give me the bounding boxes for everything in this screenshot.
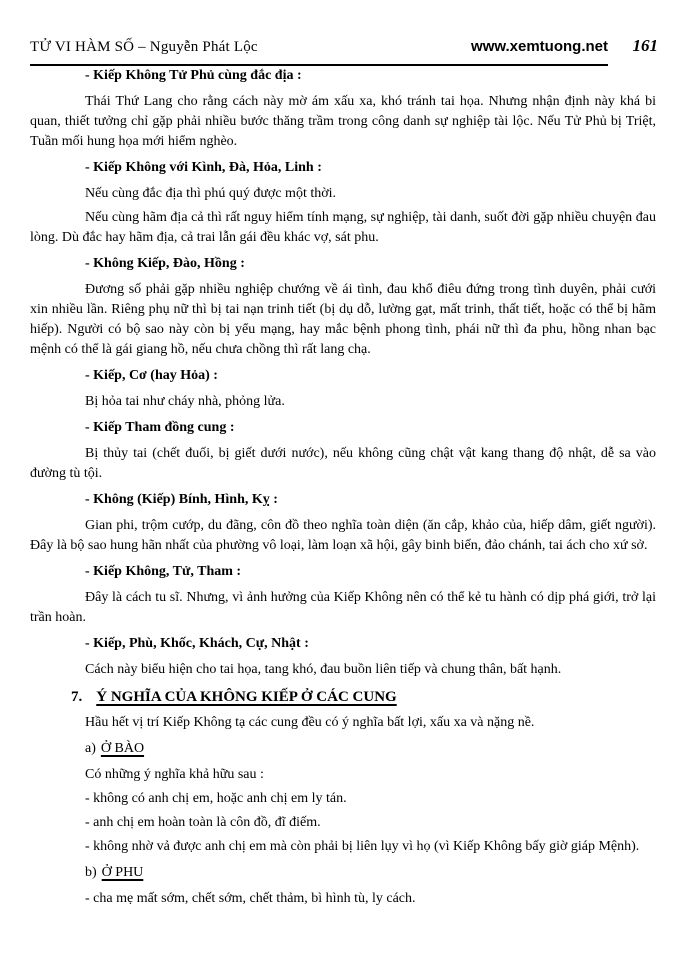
page-header bbox=[30, 38, 658, 66]
book-title: TỬ VI HÀM SỐ – Nguyễn Phát Lộc bbox=[30, 39, 258, 55]
bold-heading: - Không Kiếp, Đào, Hồng : bbox=[85, 256, 245, 271]
list-prefix: a) bbox=[85, 741, 96, 756]
paragraph: Đây là cách tu sĩ. Nhưng, vì ảnh hưởng của Kiếp Không nên có thể kẻ tu hành có dịp phá giới, trở lại trần hoàn. bbox=[30, 590, 656, 625]
sub-heading bbox=[30, 739, 656, 759]
sub-heading bbox=[30, 863, 656, 883]
section-heading bbox=[30, 687, 656, 707]
paragraph: Nếu cùng hãm địa cả thì rất nguy hiểm tính mạng, sự nghiệp, tài danh, suốt đời gặp nhiều chuyện đau lòng. Dù đắc hay hãm địa, cả trai lẫn gái đều khác vợ, sát phu. bbox=[30, 210, 656, 245]
paragraph: Nếu cùng đắc địa thì phú quý được một thời. bbox=[85, 186, 337, 201]
paragraph: Bị thủy tai (chết đuối, bị giết dưới nước), nếu không cũng chật vật kang thang độ nhật, dễ sa vào đường tù tội. bbox=[30, 446, 656, 481]
paragraph: Đương số phải gặp nhiều nghiệp chướng về ái tình, đau khổ điêu đứng trong tình duyên, phải cưới xin nhiều lần. Riêng phụ nữ thì bị tai nạn trinh tiết (bị dụ dỗ, lường gạt, mất trinh, thất tiết, hoặc có thể bị hãm hiếp). Người có bộ sao này còn bị yểu mạng, hay mắc bệnh phong tình, phái nữ thì đa phu, hồng nhan bạc mệnh có thể là gái giang hồ, nếu chưa chồng thì rất lang chạ. bbox=[30, 282, 656, 357]
underlined-text: Ở PHU bbox=[101, 865, 144, 880]
bold-heading: - Không (Kiếp) Bính, Hình, Kỵ : bbox=[85, 492, 278, 507]
paragraph: Có những ý nghĩa khả hữu sau : bbox=[85, 767, 264, 782]
paragraph: - không có anh chị em, hoặc anh chị em ly tán. bbox=[85, 791, 347, 806]
paragraph: - anh chị em hoàn toàn là côn đồ, đĩ điếm. bbox=[85, 815, 321, 830]
paragraph: Bị hỏa tai như cháy nhà, phỏng lửa. bbox=[85, 394, 285, 409]
paragraph: Gian phi, trộm cướp, du đãng, côn đồ theo nghĩa toàn diện (ăn cắp, khảo của, hiếp dâm, giết người). Đây là bộ sao hung hãn nhất của phường vô loại, làm loạn xã hội, gây binh biến, đảo chánh, tai ách cho xứ sở. bbox=[30, 518, 656, 553]
bold-heading: - Kiếp Không, Tử, Tham : bbox=[85, 564, 242, 579]
underlined-text: Ý NGHĨA CỦA KHÔNG KIẾP Ở CÁC CUNG bbox=[96, 689, 397, 705]
list-prefix: b) bbox=[85, 865, 97, 880]
underlined-text: Ở BÀO bbox=[100, 741, 145, 756]
bold-heading: - Kiếp, Phù, Khốc, Khách, Cự, Nhật : bbox=[85, 636, 309, 651]
bold-heading: - Kiếp, Cơ (hay Hỏa) : bbox=[85, 368, 218, 383]
paragraph: Cách này biểu hiện cho tai họa, tang khó, đau buồn liên tiếp và chung thân, bất hạnh. bbox=[85, 662, 562, 677]
paragraph: Thái Thứ Lang cho rằng cách này mờ ám xấu xa, khó tránh tai họa. Nhưng nhận định này khá bi quan, thiết tưởng chỉ gặp phải nhiều bước thăng trầm trong công danh sự nghiệp tài lộc. Nếu Tử Phủ bị Triệt, Tuần mối hung họa mới hiểm nghèo. bbox=[30, 94, 656, 149]
website-link[interactable]: www.xemtuong.net bbox=[471, 38, 608, 55]
header-rule bbox=[30, 38, 608, 66]
paragraph: - cha mẹ mất sớm, chết sớm, chết thảm, bì hình tù, ly cách. bbox=[85, 891, 416, 906]
bold-heading: - Kiếp Không Tử Phủ cùng đắc địa : bbox=[85, 68, 302, 83]
page-number: 161 bbox=[632, 36, 658, 55]
list-prefix: 7. bbox=[71, 689, 83, 705]
paragraph: - không nhờ vả được anh chị em mà còn phải bị liên lụy vì họ (vì Kiếp Không bấy giờ giáp Mệnh). bbox=[85, 839, 640, 854]
paragraph: Hầu hết vị trí Kiếp Không tạ các cung đều có ý nghĩa bất lợi, xấu xa và nặng nề. bbox=[85, 715, 535, 730]
bold-heading: - Kiếp Không với Kình, Đà, Hỏa, Linh : bbox=[85, 160, 322, 175]
page-content bbox=[30, 66, 656, 913]
bold-heading: - Kiếp Tham đồng cung : bbox=[85, 420, 235, 435]
